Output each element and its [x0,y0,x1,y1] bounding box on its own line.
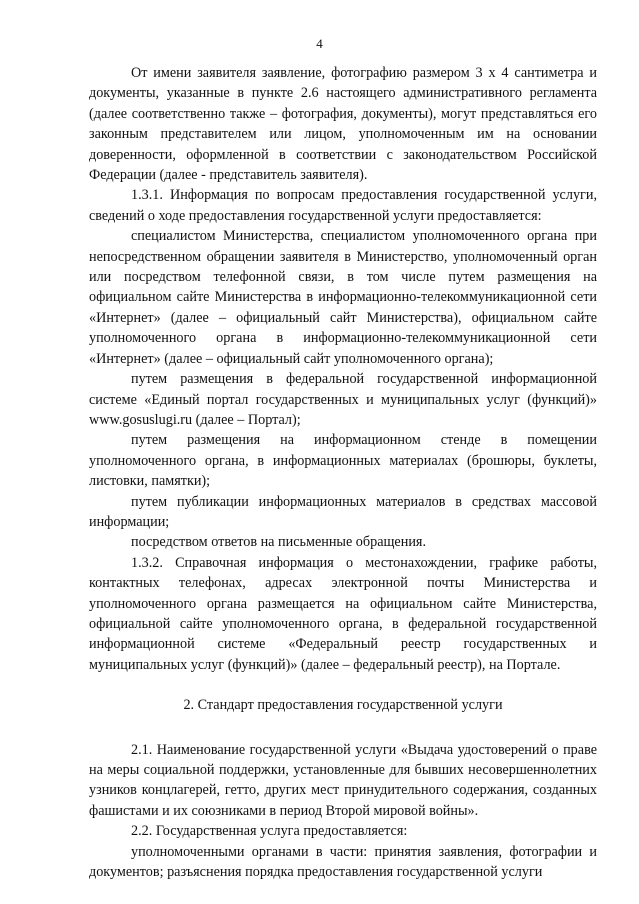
paragraph-2-2: 2.2. Государственная услуга предоставляется: [131,823,408,840]
paragraph-representative: От имени заявителя заявление, фотографию размером 3 х 4 сантиметра и документы, указанные в пункте 2.6 настоящего административного регламента (далее соответственно также – фотография, документы), могут представляться его законным представителем или лицом, уполномоченным им на основании доверенности, оформленной в соответствии с законодательством Российской Федерации (далее - представитель заявителя). [89,65,597,184]
paragraph-mass-media: путем публикации информационных материалов в средствах массовой информации; [89,493,597,530]
section-heading: 2. Стандарт предоставления государственной услуги [183,697,503,714]
document-body [89,63,597,882]
page-number: 4 [316,36,323,51]
paragraph-authorized-bodies: уполномоченными органами в части: принятия заявления, фотографии и документов; разъяснения порядка предоставления государственной услуги [89,843,597,881]
paragraph-specialist: специалистом Министерства, специалистом уполномоченного органа при непосредственном обращении заявителя в Министерство, уполномоченный орган или посредством телефонной связи, в том числе путем размещения на официальном сайте Министерства в информационно-телекоммуникационной сети «Интернет» (далее – официальный сайт Министерства), официальном сайте уполномоченного органа в информационно-телекоммуникационной сети «Интернет» (далее – официальный сайт уполномоченного органа); [89,228,597,367]
paragraph-written-requests: посредством ответов на письменные обращения. [131,534,426,551]
paragraph-2-1: 2.1. Наименование государственной услуги «Выдача удостоверений о праве на меры социальной поддержки, установленные для бывших несовершеннолетних узников концлагерей, гетто, других мест принудительного содержания, созданных фашистами и их союзниками в период Второй мировой войны». [89,741,597,819]
paragraph-portal: путем размещения в федеральной государственной информационной системе «Единый портал государственных и муниципальных услуг (функций)» www.gosuslugi.ru (далее – Портал); [89,371,597,428]
paragraph-1-3-2: 1.3.2. Справочная информация о местонахождении, графике работы, контактных телефонах, адресах электронной почты Министерства и уполномоченного органа размещается на официальном сайте Министерства, официальной сайте уполномоченного органа, в федеральной государственной информационной системе «Федеральный реестр государственных и муниципальных услуг (функций)» (далее – федеральный реестр), на Портале. [89,554,597,673]
paragraph-1-3-1: 1.3.1. Информация по вопросам предоставления государственной услуги, сведений о ходе предоставления государственной услуги предоставляется: [89,187,597,224]
paragraph-info-stand: путем размещения на информационном стенде в помещении уполномоченного органа, в информационных материалах (брошюры, буклеты, листовки, памятки); [89,432,597,490]
